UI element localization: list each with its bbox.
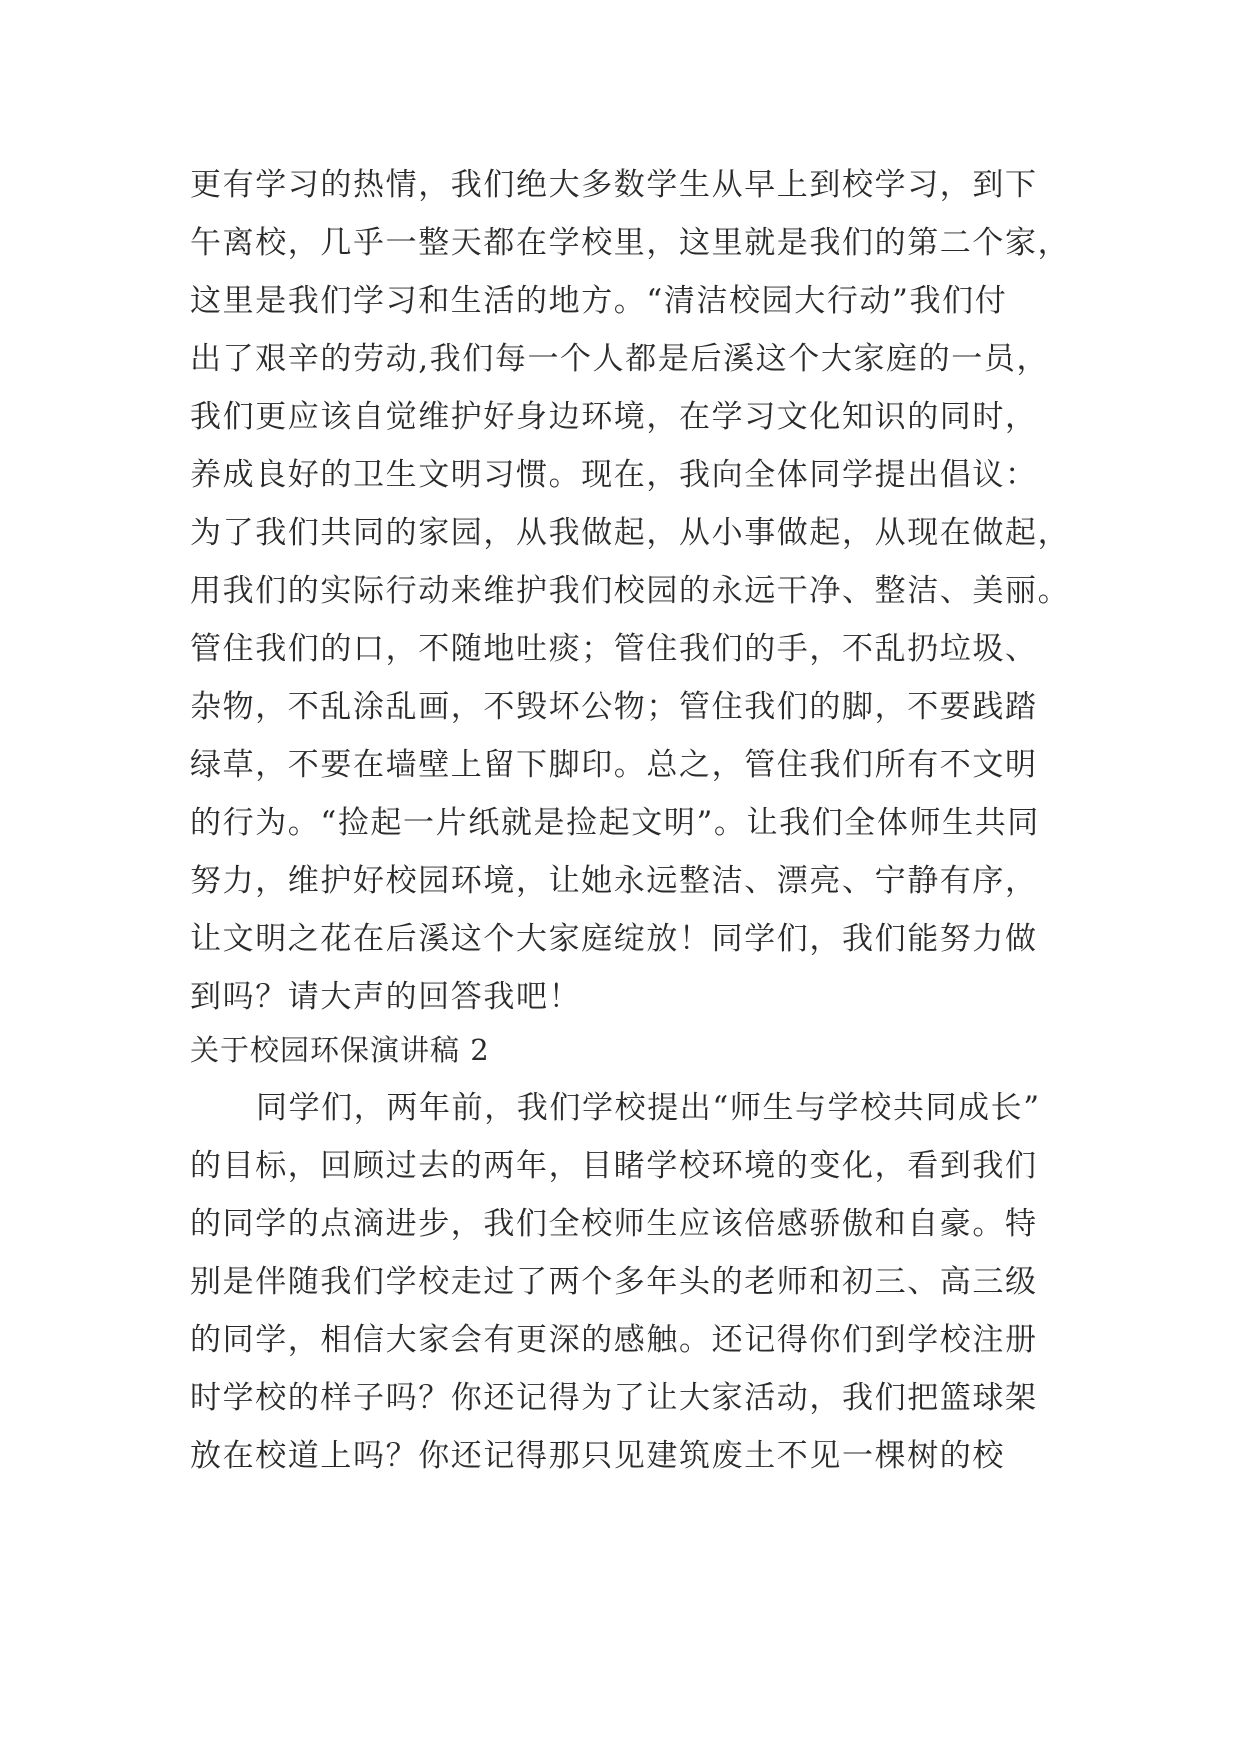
- text-line: 的目标，回顾过去的两年，目睹学校环境的变化，看到我们: [190, 1148, 1038, 1184]
- text-line: 同学们，两年前，我们学校提出“师生与学校共同成长”: [256, 1090, 1041, 1126]
- text-line: 努力，维护好校园环境，让她永远整洁、漂亮、宁静有序，: [190, 863, 1038, 899]
- text-line: 的行为。“捡起一片纸就是捡起文明”。让我们全体师生共同: [190, 805, 1040, 841]
- text-line: 时学校的样子吗？你还记得为了让大家活动，我们把篮球架: [190, 1380, 1038, 1416]
- text-line: 让文明之花在后溪这个大家庭绽放！同学们，我们能努力做: [190, 921, 1038, 957]
- text-line: 放在校道上吗？你还记得那只见建筑废土不见一棵树的校: [190, 1438, 1005, 1474]
- text-line: 管住我们的口，不随地吐痰；管住我们的手，不乱扔垃圾、: [190, 631, 1038, 667]
- text-line: 的同学，相信大家会有更深的感触。还记得你们到学校注册: [190, 1322, 1038, 1358]
- text-line: 用我们的实际行动来维护我们校园的永远干净、整洁、美丽。: [190, 573, 1071, 609]
- text-line: 我们更应该自觉维护好身边环境，在学习文化知识的同时，: [190, 399, 1038, 435]
- text-line: 到吗？请大声的回答我吧！: [190, 979, 582, 1015]
- text-line: 的同学的点滴进步，我们全校师生应该倍感骄傲和自豪。特: [190, 1206, 1038, 1242]
- text-line: 这里是我们学习和生活的地方。“清洁校园大行动”我们付: [190, 283, 1008, 319]
- text-line: 更有学习的热情，我们绝大多数学生从早上到校学习，到下: [190, 167, 1038, 203]
- paragraph-1: [190, 156, 1070, 1026]
- text-line: 午离校，几乎一整天都在学校里，这里就是我们的第二个家，: [190, 225, 1071, 261]
- text-line: 为了我们共同的家园，从我做起，从小事做起，从现在做起，: [190, 515, 1071, 551]
- text-line: 别是伴随我们学校走过了两个多年头的老师和初三、高三级: [190, 1264, 1038, 1300]
- text-line: 出了艰辛的劳动,我们每一个人都是后溪这个大家庭的一员，: [190, 341, 1050, 377]
- paragraph-2: [190, 1079, 1070, 1485]
- text-line: 绿草，不要在墙壁上留下脚印。总之，管住我们所有不文明: [190, 747, 1038, 783]
- text-line: 杂物，不乱涂乱画，不毁坏公物；管住我们的脚，不要践踏: [190, 689, 1038, 725]
- section-heading: 关于校园环保演讲稿 2: [190, 1033, 490, 1067]
- text-line: 养成良好的卫生文明习惯。现在，我向全体同学提出倡议：: [190, 457, 1038, 493]
